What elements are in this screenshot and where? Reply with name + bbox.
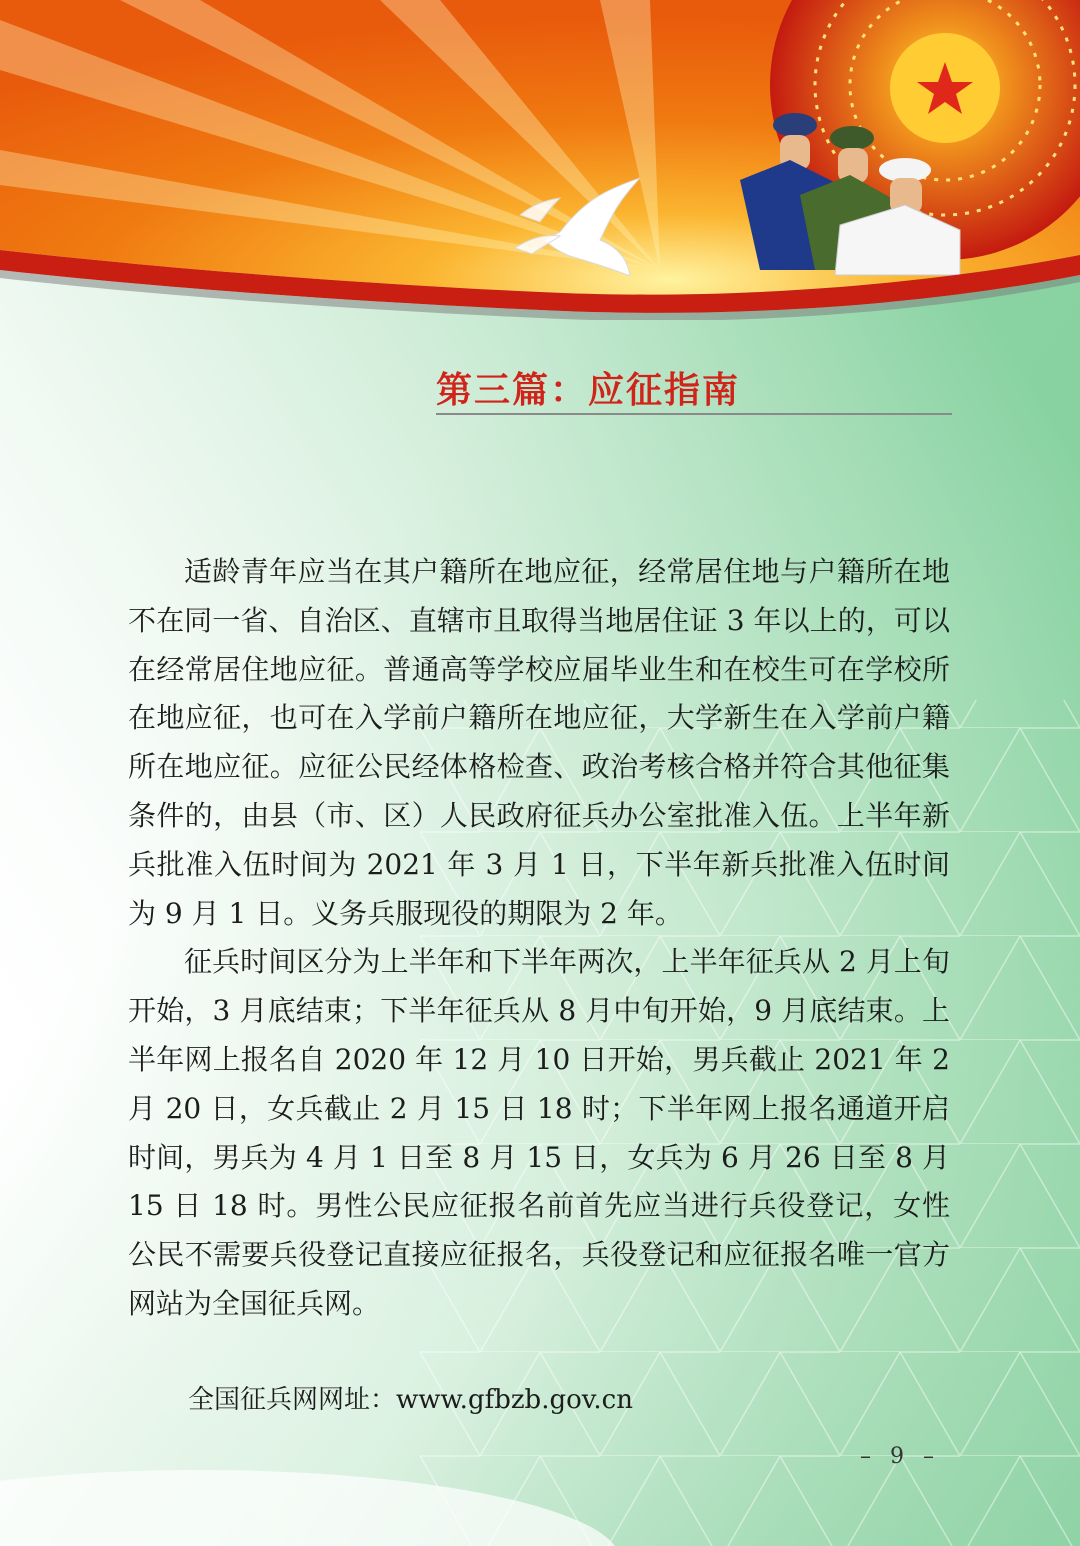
header-banner (0, 0, 1080, 320)
chapter-title: 第三篇：应征指南 (436, 370, 741, 411)
page-number: – 9 – (860, 1444, 940, 1469)
paragraph-enlistment-location: 适龄青年应当在其户籍所在地应征，经常居住地与户籍所在地不在同一省、自治区、直辖市且取得当地居住证 3 年以上的，可以在经常居住地应征。普通高等学校应届毕业生和在校生可在学校所在地应征，也可在入学前户籍所在地应征，大学新生在入学前户籍所在地应征。应征公民经体格检查、政治考核合格并符合其他征集条件的，由县（市、区）人民政府征兵办公室批准入伍。上半年新兵批准入伍时间为 2021 年 3 月 1 日，下半年新兵批准入伍时间为 9 月 1 日。义务兵服现役的期限为 2 年。 (128, 555, 950, 930)
paragraph-enlistment-schedule: 征兵时间区分为上半年和下半年两次，上半年征兵从 2 月上旬开始，3 月底结束；下半年征兵从 8 月中旬开始，9 月底结束。上半年网上报名自 2020 年 12 月 10 日开始，男兵截止 2021 年 2 月 20 日，女兵截止 2 月 15 日 18 时；下半年网上报名通道开启时间，男兵为 4 月 1 日至 8 月 15 日，女兵为 6 月 26 日至 8 月 15 日 18 时。男性公民应征报名前首先应当进行兵役登记，女性公民不需要兵役登记直接应征报名，兵役登记和应征报名唯一官方网站为全国征兵网。 (128, 945, 950, 1320)
body-text (128, 548, 950, 1329)
title-underline (436, 413, 952, 415)
website-line: 全国征兵网网址：www.gfbzb.gov.cn (188, 1385, 633, 1415)
